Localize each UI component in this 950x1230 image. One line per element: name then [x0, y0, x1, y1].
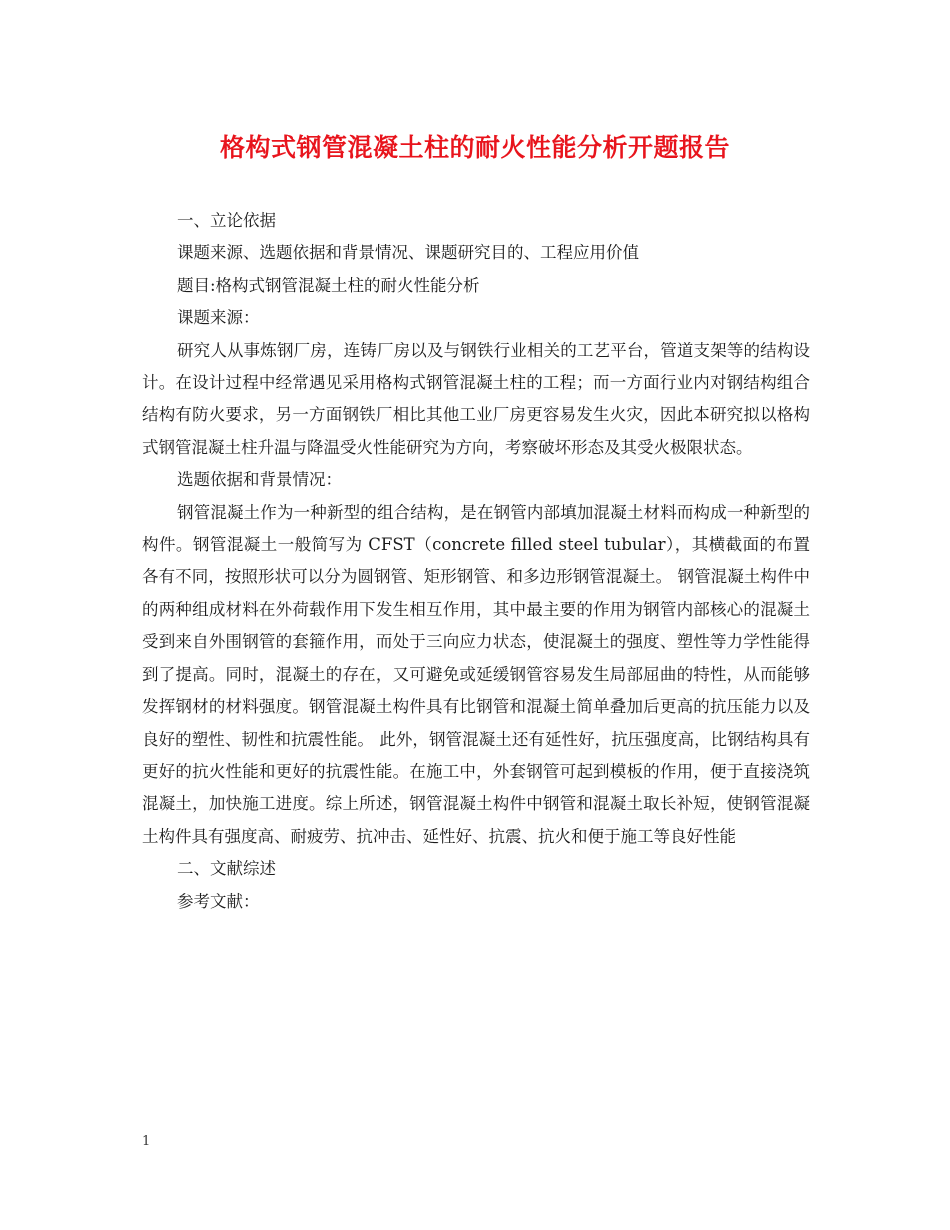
topic-title-line: 题目:格构式钢管混凝土柱的耐火性能分析	[177, 275, 480, 295]
background-label: 选题依据和背景情况：	[177, 470, 342, 490]
source-label: 课题来源：	[177, 308, 260, 328]
page-number: 1	[142, 1134, 151, 1149]
document-body	[142, 205, 810, 918]
source-paragraph: 研究人从事炼钢厂房，连铸厂房以及与钢铁行业相关的工艺平台，管道支架等的结构设计。在设计过程中经常遇见采用格构式钢管混凝土柱的工程；而一方面行业内对钢结构组合结构有防火要求，另一方面钢铁厂相比其他工业厂房更容易发生火灾，因此本研究拟以格构式钢管混凝土柱升温与降温受火性能研究为方向，考察破坏形态及其受火极限状态。	[142, 340, 810, 457]
document-title: 格构式钢管混凝土柱的耐火性能分析开题报告	[219, 133, 730, 162]
topic-subheading: 课题来源、选题依据和背景情况、课题研究目的、工程应用价值	[177, 243, 639, 263]
section-heading-basis: 一、立论依据	[177, 211, 276, 230]
background-paragraph: 钢管混凝土作为一种新型的组合结构，是在钢管内部填加混凝土材料而构成一种新型的构件。钢管混凝土一般简写为 CFST（concrete filled steel tubular），其横截面的布置各有不同，按照形状可以分为圆钢管、矩形钢管、和多边形钢管混凝土。 钢管混凝土构件中的两种组成材料在外荷载作用下发生相互作用，其中最主要的作用为钢管内部核心的混凝土受到来自外围钢管的套箍作用，而处于三向应力状态，使混凝土的强度、塑性等力学性能得到了提高。同时，混凝土的存在，又可避免或延缓钢管容易发生局部屈曲的特性，从而能够发挥钢材的材料强度。钢管混凝土构件具有比钢管和混凝土简单叠加后更高的抗压能力以及良好的塑性、韧性和抗震性能。 此外，钢管混凝土还有延性好，抗压强度高，比钢结构具有更好的抗火性能和更好的抗震性能。在施工中，外套钢管可起到模板的作用，便于直接浇筑混凝土，加快施工进度。综上所述，钢管混凝土构件中钢管和混凝土取长补短，使钢管混凝土构件具有强度高、耐疲劳、抗冲击、延性好、抗震、抗火和便于施工等良好性能	[142, 502, 810, 846]
section-heading-literature: 二、文献综述	[177, 859, 276, 879]
references-label: 参考文献：	[177, 891, 260, 911]
